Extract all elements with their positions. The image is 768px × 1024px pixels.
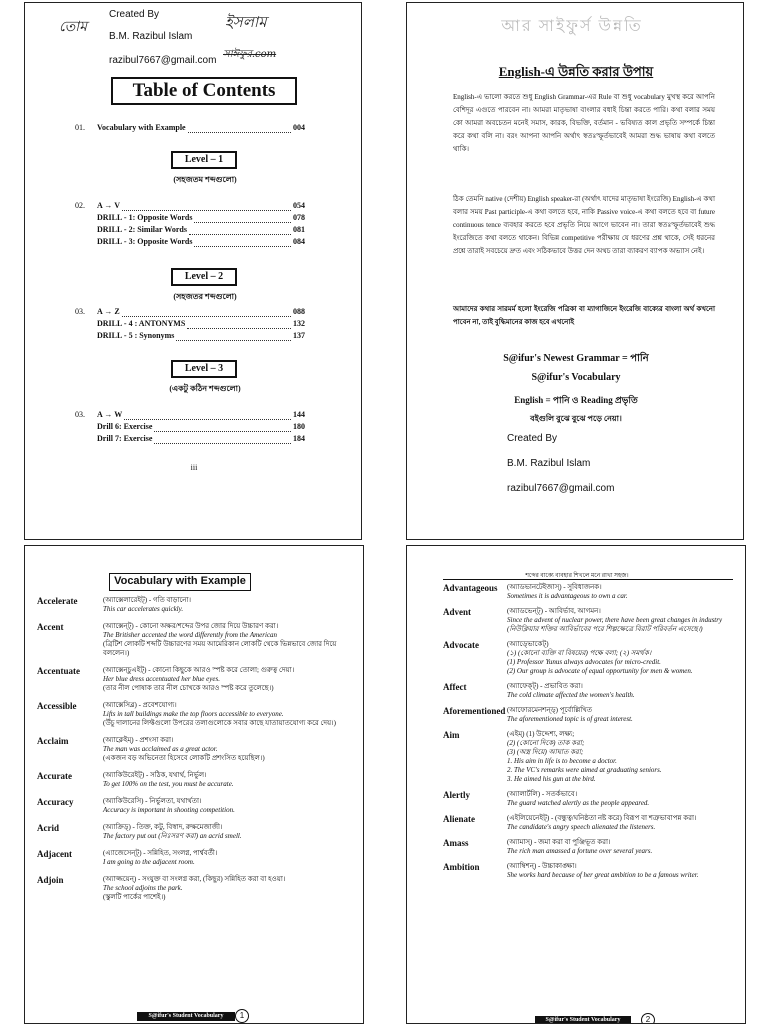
vocab-example: The guard watched alertly as the people appeared. bbox=[507, 799, 650, 807]
level-1-badge: Level – 1 bbox=[171, 151, 237, 169]
vocab-bangla-meaning: (অ্যাক্সেলারেইট্) - গতি বাড়ানো। bbox=[103, 596, 192, 604]
footer-brand-2: S@ifur's Student Vocabulary bbox=[535, 1016, 631, 1024]
page-number-badge: 1 bbox=[235, 1009, 249, 1023]
vocab-entry bbox=[37, 849, 355, 867]
level-2-badge: Level – 2 bbox=[171, 268, 237, 286]
vocab-entry bbox=[37, 771, 355, 789]
vocab-word: Affect bbox=[443, 682, 467, 692]
vocab-bangla-meaning: (অ্যাক্সেন্চুএইট্) - কোনো কিছুকে আরও স্পষ্ট করে তোলা; গুরুত্ব দেয়া। bbox=[103, 666, 295, 674]
vocab-definition bbox=[103, 875, 355, 902]
toc-entry-leader bbox=[122, 307, 291, 317]
toc-entry bbox=[75, 225, 305, 237]
vocab-definition bbox=[507, 730, 743, 784]
vocabulary-list bbox=[37, 596, 355, 910]
toc-entry-label: DRILL - 1: Opposite Words bbox=[97, 213, 193, 222]
vocab-bangla-meaning: (আফোরমেনশন্ড্) পূর্বোল্লিখিত bbox=[507, 706, 593, 714]
vocab-entry bbox=[37, 736, 355, 763]
paragraph-2: ঠিক তেমনি native (দেশীয়) English speaker-রা (অর্থাৎ যাদের মাতৃভাষা ইংরেজি) English-এ কথা বলার সময় Past participle-এ কথা বলতে হবে, নাকি Passive voice-এ কথা বলতে হবে বা future continuous tence ব্যবহার করতে হবে প্রভৃতি নিয়ে আগে ভাবেন না। তারা স্বতঃস্ফূর্তভাবেই শুদ্ধ ইংরেজিতে কথা বলতে থাকেন। বিভিন্ন competitive পরীক্ষায় যে ধরণের প্রশ্ন থাকে, সেই ধরনের প্রশ্নে তারাই সবচেয়ে দ্রুত এবং সঠিকভাবে উত্তর দেন অথচ তারা ব্যাকরণ ব্যাপক অভ্যাস নেই। bbox=[453, 195, 715, 255]
toc-entry-leader bbox=[124, 410, 291, 420]
vocab-entry bbox=[443, 640, 743, 676]
toc-entry-page: 184 bbox=[293, 434, 305, 443]
page-number-roman: iii bbox=[190, 463, 198, 472]
vocab-word: Accurate bbox=[37, 771, 72, 781]
toc-entry-leader bbox=[194, 213, 291, 223]
vocab-bangla-meaning: (অ্যাম্বিশন্) - উচ্চাকাঙ্ক্ষা। bbox=[507, 862, 577, 870]
vocab-bangla-meaning: (অ্যাকিউরেসি) - নির্ভুলতা, যথার্থতা। bbox=[103, 797, 202, 805]
toc-entry bbox=[75, 123, 305, 135]
vocab-example: To get 100% on the test, you must be accurate. bbox=[103, 780, 234, 788]
page-number-badge-2: 2 bbox=[641, 1013, 655, 1024]
toc-entry-label: A → W bbox=[97, 410, 123, 419]
vocab-translation: (তার নীল পোষাক তার নীল চোখকে আরও স্পষ্ট করে তুলেছে।) bbox=[103, 684, 274, 692]
vocab-bangla-meaning: (অ্যালার্টলি) - সতর্কভাবে। bbox=[507, 790, 578, 798]
grammar-line: S@ifur's Newest Grammar = পানি bbox=[503, 353, 649, 364]
footer-brand: S@ifur's Student Vocabulary bbox=[137, 1012, 235, 1021]
toc-entry-number bbox=[75, 237, 97, 249]
vocab-bangla-meaning: (অ্যাকিউরেইট্) - সঠিক, যথার্থ, নির্ভুল। bbox=[103, 771, 207, 779]
toc-entry-number bbox=[75, 422, 97, 434]
toc-entry-number bbox=[75, 319, 97, 331]
vocab-word: Accessible bbox=[37, 701, 77, 711]
vocab-example: (3) (অস্ত্র দিয়ে) আঘাত করা; bbox=[507, 748, 584, 756]
toc-entry-page: 004 bbox=[293, 123, 305, 132]
vocab-example: The cold climate affected the women's health. bbox=[507, 691, 635, 699]
toc-section-level-3 bbox=[75, 410, 305, 446]
toc-entry-label: DRILL - 4 : ANTONYMS bbox=[97, 319, 186, 328]
toc-entry bbox=[75, 434, 305, 446]
paragraph-1: English-এ ভালো করতে শুধু English Grammar-এর Rule বা শুধু vocabulary মুখস্থ করে আপনি বেশিদূর এগুতে পারবেন না। আমরা মাতৃভাষা বাংলার বধাই চিন্তা করতে পারি। কথা বলার সময় কো আমরা অবচেতন মনেই সমাস, কারক, বিভক্তি, বর্তমান - ভবিষ্যত কাল প্রভৃতি সম্পর্কে চিন্তা করে কথা বলি না। বরং আপনা আপনি অর্থাৎ স্বতঃস্ফূর্তভাবেই আমরা শুদ্ধ ভাষায় কথা বলতে থাকি। bbox=[453, 93, 715, 153]
toc-entry-page: 081 bbox=[293, 225, 305, 234]
vocab-definition bbox=[103, 622, 355, 658]
vocab-word: Acclaim bbox=[37, 736, 69, 746]
vocab-example: 2. The VC's remarks were aimed at graduating seniors. bbox=[507, 766, 662, 774]
paragraph-3: আমাদের কথার সারমর্ম হলো ইংরেজি পত্রিকা বা ম্যাগাজিনে ইংরেজি বাক্যের বাংলা অর্থ কখনো পাবেন না, তাই বুদ্ধিমানের কাজ হবে এখনোই bbox=[453, 305, 715, 326]
toc-entry-leader bbox=[122, 201, 291, 211]
toc-entry-page: 088 bbox=[293, 307, 305, 316]
vocab-word: Accentuate bbox=[37, 666, 80, 676]
vocabulary-list-2 bbox=[443, 583, 743, 886]
toc-entry-label: Vocabulary with Example bbox=[97, 123, 186, 132]
vocab-example: (১) (কোনো ব্যক্তি বা বিষয়ের) পক্ষে বলা; (২) সমর্থক। bbox=[507, 649, 652, 657]
vocab-bangla-meaning: (এইম্) (1) উদ্দেশ্য, লক্ষ্য; bbox=[507, 730, 575, 738]
vocab-entry bbox=[37, 797, 355, 815]
vocab-example: She works hard because of her great ambition to be a famous writer. bbox=[507, 871, 699, 879]
toc-section-top bbox=[75, 123, 305, 135]
handwritten-note-left: তোম bbox=[59, 19, 88, 35]
vocab-definition bbox=[103, 771, 355, 789]
toc-entry-number bbox=[75, 331, 97, 343]
vocab-translation: (ব্রিটিশ লোকটি শব্দটি উচ্চারণের সময় আমেরিকান লোকটি থেকে ভিন্নভাবে জোর দিয়ে বললেন।) bbox=[103, 640, 337, 657]
toc-entry bbox=[75, 331, 305, 343]
vocab-bangla-meaning: (অ্যাক্লেইম্) - প্রশংসা করা। bbox=[103, 736, 174, 744]
vocab-example: Since the advent of nuclear power, there have been great changes in industry (নিউক্লিয়ার শক্তির আবির্ভাবের পরে শিল্পক্ষেত্রে বিরাট পরিবর্তন এসেছে।) bbox=[507, 616, 723, 633]
toc-entry-label: Drill 6: Exercise bbox=[97, 422, 153, 431]
vocab-definition bbox=[507, 838, 743, 856]
vocab-example: (1) Professor Yunus always advocates for micro-credit. bbox=[507, 658, 661, 666]
toc-entry bbox=[75, 422, 305, 434]
vocab-example: This car accelerates quickly. bbox=[103, 605, 184, 613]
vocab-translation: (একজন বড় অভিনেতা হিসেবে লোকটি প্রশংসিত হয়েছিল।) bbox=[103, 754, 265, 762]
toc-entry-page: 054 bbox=[293, 201, 305, 210]
vocab-bangla-meaning: (অ্যাজ্জয়েন্) - সংযুক্ত বা সংলগ্ন করা, (কিছুর) সন্নিহিত করা বা হওয়া। bbox=[103, 875, 286, 883]
handwritten-signature: সাঈফুর.com bbox=[223, 49, 277, 60]
vocab-entry bbox=[443, 730, 743, 784]
handwritten-note-right: ইসলাম bbox=[225, 13, 267, 31]
toc-entry-label: DRILL - 2: Similar Words bbox=[97, 225, 187, 234]
vocab-entry bbox=[37, 701, 355, 728]
toc-entry-number: 03. bbox=[75, 410, 85, 419]
toc-entry-page: 144 bbox=[293, 410, 305, 419]
vocab-translation: (উঁচু দালানের লিফ্টগুলো উপরের তলাগুলোকে সবার কাছে যাতায়াতযোগ্য করে দেয়।) bbox=[103, 719, 336, 727]
toc-entry-number bbox=[75, 213, 97, 225]
toc-entry-label: A → V bbox=[97, 201, 120, 210]
vocab-entry bbox=[37, 823, 355, 841]
vocab-entry bbox=[443, 706, 743, 724]
vocab-definition bbox=[507, 706, 743, 724]
toc-entry-leader bbox=[154, 434, 291, 444]
vocab-word: Alienate bbox=[443, 814, 475, 824]
toc-entry-leader bbox=[154, 422, 291, 432]
toc-entry-page: 084 bbox=[293, 237, 305, 246]
vocab-word: Adjoin bbox=[37, 875, 64, 885]
toc-entry-number: 01. bbox=[75, 123, 85, 132]
level-1-subtitle: (সহজতম শব্দগুলো) bbox=[173, 175, 237, 184]
vocab-example: The candidate's angry speech alienated the listeners. bbox=[507, 823, 656, 831]
vocab-entry bbox=[443, 682, 743, 700]
toc-entry-number: 02. bbox=[75, 201, 85, 210]
level-3-badge: Level – 3 bbox=[171, 360, 237, 378]
toc-entry-page: 132 bbox=[293, 319, 305, 328]
vocab-word: Alertly bbox=[443, 790, 470, 800]
vocab-example: (2) (কোনো দিকে) তাক করা; bbox=[507, 739, 585, 747]
page4-header: শব্দের বাক্যে ব্যবহার শিখলে মনে রাখা সহজ। bbox=[525, 573, 629, 579]
level-2-subtitle: (সহজতর শব্দগুলো) bbox=[173, 292, 237, 301]
vocab-example: The man was acclaimed as a great actor. bbox=[103, 745, 218, 753]
vocab-entry bbox=[443, 790, 743, 808]
page-vocabulary-2 bbox=[406, 545, 746, 1024]
toc-entry bbox=[75, 201, 305, 213]
toc-entry-page: 180 bbox=[293, 422, 305, 431]
vocab-entry bbox=[443, 607, 743, 634]
toc-entry-number bbox=[75, 225, 97, 237]
toc-entry-leader bbox=[188, 123, 291, 133]
vocabulary-title: Vocabulary with Example bbox=[109, 573, 251, 591]
vocab-bangla-meaning: (অ্যাক্সেসিব্ল) - প্রবেশযোগ্য। bbox=[103, 701, 177, 709]
page2-title: English-এ উন্নতি করার উপায় bbox=[498, 64, 654, 79]
author-email: razibul7667@gmail.com bbox=[109, 55, 217, 66]
faded-header-text: আর সাইফুর্স উন্নতি bbox=[501, 18, 643, 35]
vocab-word: Aforementioned bbox=[443, 706, 506, 716]
toc-entry-leader bbox=[189, 225, 291, 235]
header-divider bbox=[443, 579, 733, 580]
vocab-entry bbox=[443, 814, 743, 832]
vocab-bangla-meaning: (অ্যাক্রিড্) - তিক্ত, কটু, বিস্বাদ, রুক্ষমেজাজী। bbox=[103, 823, 223, 831]
level-3-subtitle: (একটু কঠিন শব্দগুলো) bbox=[169, 384, 241, 393]
vocab-entry bbox=[443, 862, 743, 880]
vocab-word: Acrid bbox=[37, 823, 59, 833]
vocab-example: I am going to the adjacent room. bbox=[103, 858, 195, 866]
vocab-definition bbox=[103, 823, 355, 841]
vocab-word: Accelerate bbox=[37, 596, 78, 606]
page-english-improvement bbox=[406, 2, 744, 540]
toc-entry-label: DRILL - 5 : Synonyms bbox=[97, 331, 175, 340]
vocab-example: The school adjoins the park. bbox=[103, 884, 183, 892]
vocab-bangla-meaning: (অ্যাডভেন্ট্) - আবির্ভাব, আগমন। bbox=[507, 607, 601, 615]
toc-entry-page: 078 bbox=[293, 213, 305, 222]
toc-entry-label: A → Z bbox=[97, 307, 120, 316]
vocab-example: The Britisher accented the word differently from the American bbox=[103, 631, 278, 639]
vocab-entry bbox=[443, 583, 743, 601]
toc-entry bbox=[75, 307, 305, 319]
toc-entry-leader bbox=[194, 237, 291, 247]
vocab-example: The factory put out (নিঃসরণ করা) an acrid smell. bbox=[103, 832, 242, 840]
vocab-definition bbox=[103, 849, 355, 867]
vocab-example: Her blue dress accentuated her blue eyes. bbox=[103, 675, 220, 683]
vocab-word: Advantageous bbox=[443, 583, 498, 593]
toc-entry-number bbox=[75, 434, 97, 446]
vocab-bangla-meaning: (অ্যামাস্) - জমা করা বা পুঞ্জিভূত করা। bbox=[507, 838, 611, 846]
vocab-word: Accent bbox=[37, 622, 64, 632]
vocab-entry bbox=[37, 666, 355, 693]
vocab-word: Advocate bbox=[443, 640, 479, 650]
vocab-definition bbox=[507, 607, 743, 634]
toc-entry-label: DRILL - 3: Opposite Words bbox=[97, 237, 193, 246]
toc-entry bbox=[75, 237, 305, 249]
vocab-entry bbox=[443, 838, 743, 856]
vocab-word: Adjacent bbox=[37, 849, 72, 859]
books-line: বইগুলি বুঝে বুঝে পড়ে নেয়া। bbox=[530, 414, 622, 423]
vocab-entry bbox=[37, 622, 355, 658]
vocab-entry bbox=[37, 596, 355, 614]
vocab-word: Aim bbox=[443, 730, 460, 740]
vocab-definition bbox=[507, 814, 743, 832]
vocab-definition bbox=[507, 790, 743, 808]
vocab-definition bbox=[103, 701, 355, 728]
vocab-definition bbox=[507, 682, 743, 700]
vocab-definition bbox=[103, 736, 355, 763]
toc-entry-leader bbox=[176, 331, 291, 341]
vocab-definition bbox=[103, 666, 355, 693]
vocab-definition bbox=[507, 640, 743, 676]
toc-title: Table of Contents bbox=[111, 77, 297, 105]
page-table-of-contents bbox=[24, 2, 362, 540]
vocab-example: Lifts in tall buildings make the top floors accessible to everyone. bbox=[103, 710, 284, 718]
toc-entry bbox=[75, 213, 305, 225]
vocab-definition bbox=[103, 797, 355, 815]
vocab-bangla-meaning: (অ্যাডভানটেইজাস্) - সুবিধাজনক। bbox=[507, 583, 602, 591]
vocab-definition bbox=[103, 596, 355, 614]
toc-entry bbox=[75, 319, 305, 331]
vocab-word: Ambition bbox=[443, 862, 480, 872]
toc-section-level-2 bbox=[75, 307, 305, 343]
vocab-example: The rich man amassed a fortune over several years. bbox=[507, 847, 653, 855]
vocab-bangla-meaning: (এ্যাজেসেন্ট্) - সন্নিহিত, সংলগ্ন, পার্শ্ববর্তী। bbox=[103, 849, 218, 857]
toc-entry bbox=[75, 410, 305, 422]
vocab-example: Sometimes it is advantageous to own a car. bbox=[507, 592, 628, 600]
vocab-definition bbox=[507, 583, 743, 601]
vocab-entry bbox=[37, 875, 355, 902]
toc-entry-label: Drill 7: Exercise bbox=[97, 434, 153, 443]
vocab-bangla-meaning: (অ্যাড্ভোকেট্) bbox=[507, 640, 549, 648]
vocab-bangla-meaning: (অ্যাফেক্ট্) - প্রভাবিত করা। bbox=[507, 682, 583, 690]
toc-entry-leader bbox=[187, 319, 291, 329]
vocab-example: (2) Our group is advocate of equal opportunity for men & women. bbox=[507, 667, 693, 675]
vocab-example: 3. He aimed his gun at the bird. bbox=[507, 775, 596, 783]
page-vocabulary-1 bbox=[24, 545, 364, 1024]
created-by-label: Created By bbox=[109, 9, 160, 20]
vocab-example: 1. His aim in life is to become a doctor. bbox=[507, 757, 617, 765]
vocab-word: Accuracy bbox=[37, 797, 74, 807]
vocab-word: Advent bbox=[443, 607, 472, 617]
vocab-bangla-meaning: (এইলিয়েনেইট্) - (বন্ধুত্ব/ঘনিষ্ঠতা নষ্ট করে) বিরূপ বা শত্রুভাবাপন্ন করা। bbox=[507, 814, 697, 822]
author-email-2: razibul7667@gmail.com bbox=[507, 483, 615, 494]
toc-entry-number: 03. bbox=[75, 307, 85, 316]
vocab-bangla-meaning: (অ্যাক্সেন্ট্) - কোনো অক্ষর/শব্দের উপর জোর দিয়ে উচ্চারণ করা। bbox=[103, 622, 279, 630]
vocab-example: Accuracy is important in shooting competition. bbox=[103, 806, 235, 814]
vocab-example: The aforementioned topic is of great interest. bbox=[507, 715, 633, 723]
toc-entry-page: 137 bbox=[293, 331, 305, 340]
vocab-definition bbox=[507, 862, 743, 880]
created-by-label-2: Created By bbox=[507, 433, 558, 444]
vocab-word: Amass bbox=[443, 838, 469, 848]
toc-section-level-1 bbox=[75, 201, 305, 249]
english-reading-line: English = পানি ও Reading প্রভৃতি bbox=[514, 395, 638, 405]
vocab-translation: (স্কুলটি পার্কের পাশেই।) bbox=[103, 893, 166, 901]
author-name: B.M. Razibul Islam bbox=[109, 31, 193, 42]
author-name-2: B.M. Razibul Islam bbox=[507, 458, 591, 469]
vocabulary-line: S@ifur's Vocabulary bbox=[531, 372, 621, 383]
